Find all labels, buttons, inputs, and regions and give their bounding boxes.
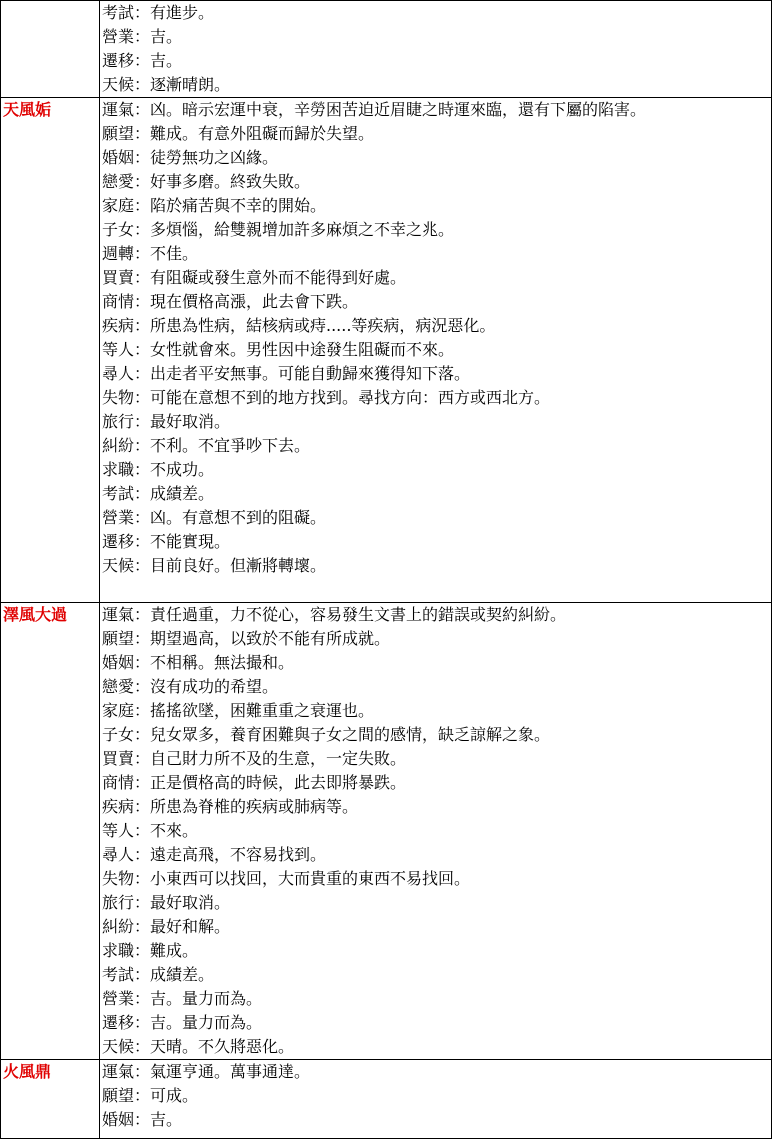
reading-line: 尋人：出走者平安無事。可能自動歸來獲得知下落。: [102, 364, 471, 383]
reading-line: 商情：現在價格高漲，此去會下跌。: [102, 292, 359, 311]
reading-line: 婚姻：不相稱。無法撮和。: [102, 653, 295, 672]
reading-line: 營業：吉。量力而為。: [102, 989, 263, 1008]
table-row: [1, 1060, 772, 1139]
reading-line: 買賣：自己財力所不及的生意，一定失敗。: [102, 749, 407, 768]
reading-line: 子女：兒女眾多，養育困難與子女之間的感情，缺乏諒解之象。: [102, 725, 551, 744]
reading-line: 天候：目前良好。但漸將轉壞。: [102, 556, 327, 575]
reading-cell: [100, 98, 772, 603]
reading-line: 考試：成績差。: [102, 484, 215, 503]
reading-line: 商情：正是價格高的時候，此去即將暴跌。: [102, 773, 407, 792]
reading-line: 營業：吉。: [102, 27, 183, 46]
reading-cell: [100, 1, 772, 98]
hexagram-name: 澤風大過: [1, 603, 100, 1060]
reading-line: 願望：可成。: [102, 1086, 199, 1105]
reading-line: 考試：有進步。: [102, 3, 215, 22]
reading-line: 求職：難成。: [102, 941, 199, 960]
reading-line: 婚姻：吉。: [102, 1110, 183, 1129]
reading-line: 失物：小東西可以找回，大而貴重的東西不易找回。: [102, 869, 471, 888]
reading-line: 營業：凶。有意想不到的阻礙。: [102, 508, 327, 527]
reading-line: 子女：多煩惱，給雙親增加許多麻煩之不幸之兆。: [102, 220, 455, 239]
reading-line: 天候：天晴。不久將惡化。: [102, 1037, 295, 1056]
reading-line: 家庭：陷於痛苦與不幸的開始。: [102, 196, 327, 215]
reading-line: 家庭：搖搖欲墜，困難重重之衰運也。: [102, 701, 375, 720]
reading-line: 考試：成績差。: [102, 965, 215, 984]
reading-line: 戀愛：沒有成功的希望。: [102, 677, 279, 696]
reading-line: 等人：女性就會來。男性因中途發生阻礙而不來。: [102, 340, 455, 359]
reading-cell: [100, 603, 772, 1060]
reading-line: 戀愛：好事多磨。終致失敗。: [102, 172, 311, 191]
reading-line: 天候：逐漸晴朗。: [102, 75, 231, 94]
reading-line: 遷移：吉。量力而為。: [102, 1013, 263, 1032]
table-row: [1, 603, 772, 1060]
reading-line: 尋人：遠走高飛，不容易找到。: [102, 845, 327, 864]
reading-line: 糾紛：最好和解。: [102, 917, 231, 936]
table-row: [1, 98, 772, 603]
reading-line: 運氣：凶。暗示宏運中衰，辛勞困苦迫近眉睫之時運來臨，還有下屬的陷害。: [102, 100, 647, 119]
reading-line: 遷移：不能實現。: [102, 532, 231, 551]
table-row: [1, 1, 772, 98]
hexagram-name: 天風姤: [1, 98, 100, 603]
reading-line: 失物：可能在意想不到的地方找到。尋找方向：西方或西北方。: [102, 388, 551, 407]
reading-cell: [100, 1060, 772, 1139]
reading-line: 疾病：所患為脊椎的疾病或肺病等。: [102, 797, 359, 816]
reading-line: 糾紛：不利。不宜爭吵下去。: [102, 436, 311, 455]
reading-line: 等人：不來。: [102, 821, 199, 840]
hexagram-name: [1, 1, 100, 98]
reading-line: 運氣：氣運亨通。萬事通達。: [102, 1062, 311, 1081]
reading-line: 疾病：所患為性病，結核病或痔.....等疾病，病況惡化。: [102, 316, 496, 335]
reading-line: 願望：難成。有意外阻礙而歸於失望。: [102, 124, 375, 143]
reading-line: 願望：期望過高，以致於不能有所成就。: [102, 629, 391, 648]
reading-line: 求職：不成功。: [102, 460, 215, 479]
reading-line: 買賣：有阻礙或發生意外而不能得到好處。: [102, 268, 407, 287]
reading-line: 旅行：最好取消。: [102, 412, 231, 431]
reading-line: 婚姻：徒勞無功之凶緣。: [102, 148, 279, 167]
reading-line: 旅行：最好取消。: [102, 893, 231, 912]
reading-line: 週轉：不佳。: [102, 244, 199, 263]
hexagram-name: 火風鼎: [1, 1060, 100, 1139]
reading-line: 運氣：責任過重，力不從心，容易發生文書上的錯誤或契約糾紛。: [102, 605, 567, 624]
reading-line: 遷移：吉。: [102, 51, 183, 70]
